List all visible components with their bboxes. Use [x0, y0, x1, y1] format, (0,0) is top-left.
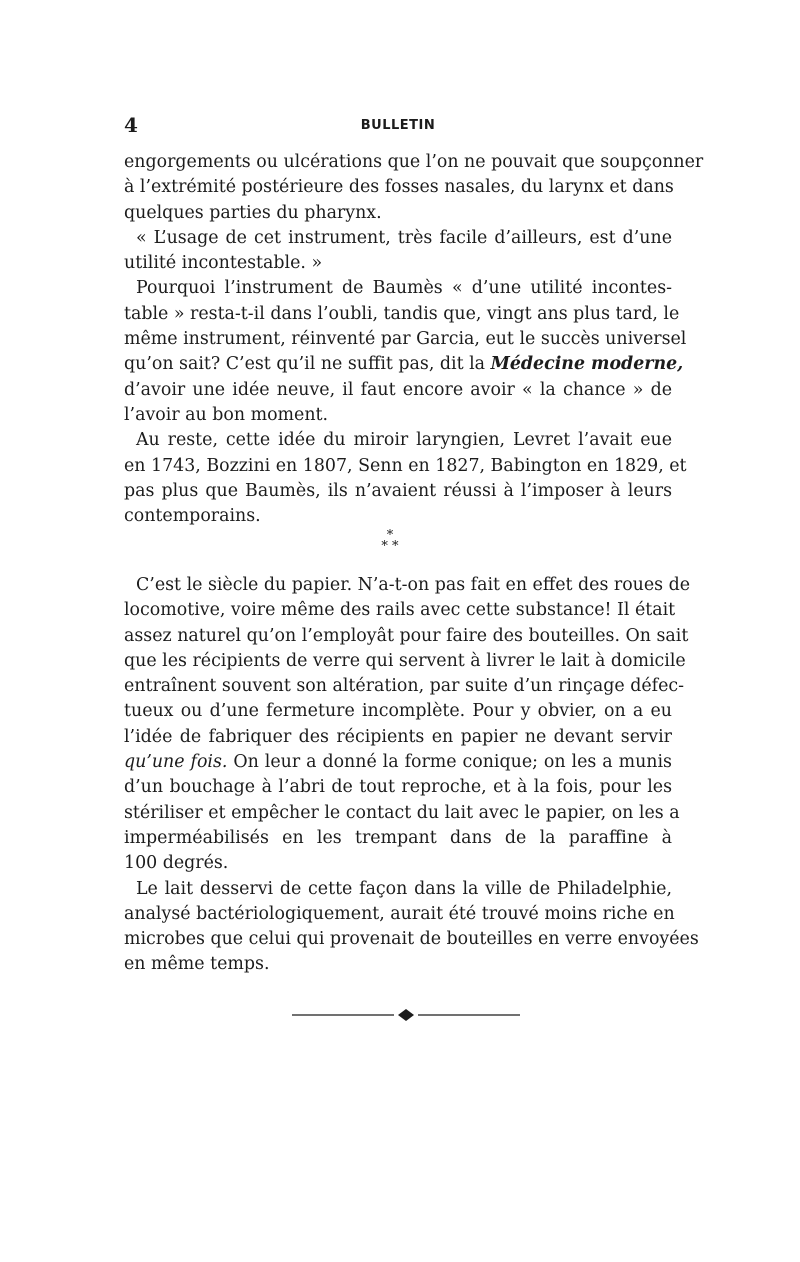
text-line: Le lait desservi de cette façon dans la ville de Philadelphie, — [136, 878, 672, 899]
text-line: en 1743, Bozzini en 1807, Senn en 1827, Babington en 1829, et — [124, 455, 687, 476]
asterism-star-top: * — [386, 528, 394, 543]
page-number: 4 — [124, 113, 138, 137]
text-line: l’avoir au bon moment. — [124, 404, 329, 425]
text-line: « L’usage de cet instrument, très facile d’ailleurs, est d’une — [136, 227, 672, 248]
text-line: assez naturel qu’on l’employât pour faire des bouteilles. On sait — [124, 625, 689, 646]
text-line: imperméabilisés en les trempant dans de la paraffine à — [124, 827, 672, 848]
text-line — [124, 352, 684, 377]
text-line: quelques parties du pharynx. — [124, 202, 382, 223]
running-head: BULLETIN — [360, 118, 436, 133]
emphasis-text: qu’une fois. — [124, 752, 228, 773]
text-line: table » resta-t-il dans l’oubli, tandis que, vingt ans plus tard, le — [124, 303, 680, 324]
text-line: locomotive, voire même des rails avec cette substance! Il était — [124, 600, 676, 621]
text-line: 100 degrés. — [124, 853, 229, 874]
text-line: stériliser et empêcher le contact du lait avec le papier, on les a — [124, 802, 680, 823]
page-header — [124, 113, 672, 141]
tailpiece-ornament — [290, 1005, 522, 1025]
text-run: qu’on sait? C’est qu’il ne suffit pas, dit la — [124, 354, 491, 375]
ornament-diamond — [398, 1009, 414, 1021]
text-line: que les récipients de verre qui servent à livrer le lait à domicile — [124, 650, 686, 671]
text-line — [124, 750, 672, 775]
text-line: analysé bactériologiquement, aurait été trouvé moins riche en — [124, 903, 675, 924]
text-line: l’idée de fabriquer des récipients en papier ne devant servir — [124, 726, 672, 747]
text-line: d’un bouchage à l’abri de tout reproche, et à la fois, pour les — [124, 777, 672, 798]
text-line: entraînent souvent son altération, par suite d’un rinçage défec- — [124, 676, 684, 697]
asterism-separator — [360, 530, 420, 552]
text-line: pas plus que Baumès, ils n’avaient réussi à l’imposer à leurs — [124, 480, 672, 501]
text-line: C’est le siècle du papier. N’a-t-on pas fait en effet des roues de — [136, 575, 691, 595]
text-line: en même temps. — [124, 954, 270, 975]
text-line: contemporains. — [124, 506, 261, 527]
text-line: même instrument, réinventé par Garcia, eut le succès universel — [124, 329, 687, 350]
text-line: Au reste, cette idée du miroir laryngien, Levret l’avait eue — [136, 430, 672, 451]
text-line: à l’extrémité postérieure des fosses nasales, du larynx et dans — [124, 177, 674, 198]
text-block-lower — [124, 573, 699, 978]
text-line: Pourquoi l’instrument de Baumès « d’une utilité incontes- — [136, 278, 672, 299]
text-line: utilité incontestable. » — [124, 253, 323, 274]
text-line: engorgements ou ulcérations que l’on ne pouvait que soupçonner — [124, 152, 704, 172]
journal-title: Médecine moderne, — [490, 354, 684, 375]
text-line: d’avoir une idée neuve, il faut encore avoir « la chance » de — [124, 379, 672, 400]
text-line: microbes que celui qui provenait de bouteilles en verre envoyées — [124, 929, 699, 950]
text-run: On leur a donné la forme conique; on les a munis — [227, 752, 672, 773]
text-line: tueux ou d’une fermeture incomplète. Pour y obvier, on a eu — [124, 701, 672, 722]
asterism-stars-bottom: * * — [381, 539, 399, 554]
text-block-upper — [124, 150, 704, 529]
